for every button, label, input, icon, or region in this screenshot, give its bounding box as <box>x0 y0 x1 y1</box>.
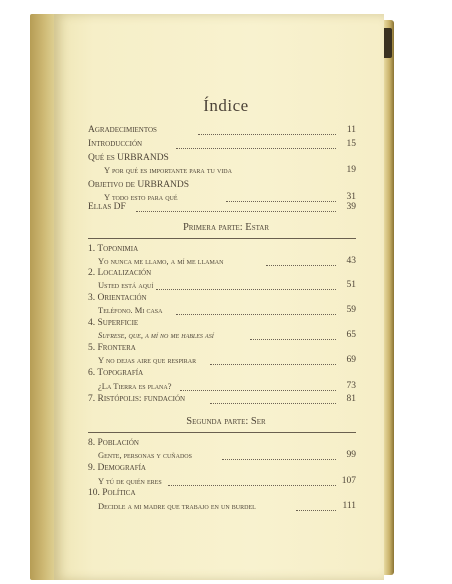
toc-chapter <box>88 268 356 280</box>
toc-entry-page: 107 <box>341 476 356 486</box>
toc-entry-label: Yo nunca me llamo, a mí me llaman <box>98 256 224 266</box>
toc-entry-label: Decidle a mi madre que trabajo en un burdel <box>98 501 256 511</box>
toc-subentry <box>88 330 356 342</box>
toc-entry-page: 43 <box>346 256 356 266</box>
toc-subentry <box>88 305 356 317</box>
toc-entry <box>88 153 356 165</box>
toc-entry-label: Objetivo de URBRANDS <box>88 180 190 190</box>
toc-subentry <box>88 381 356 393</box>
toc-chapter <box>88 463 356 475</box>
toc-entry-label: 5. Frontera <box>88 343 136 353</box>
toc-entry-label: 6. Topografía <box>88 368 144 378</box>
toc-entry-page: 99 <box>346 450 356 460</box>
toc-entry-page: 69 <box>346 355 356 365</box>
toc-entry-label: Y todo esto para qué <box>104 192 178 202</box>
toc-entry-label: Ellas DF <box>88 202 126 212</box>
toc-entry <box>88 180 356 192</box>
toc-entry-label: Usted está aquí <box>98 280 154 290</box>
toc-subentry <box>88 501 356 513</box>
toc-entry-label: Sufrese, que, a mí no me hables así <box>98 330 214 340</box>
toc-entry-page: 81 <box>346 394 356 404</box>
toc-entry-label: 10. Política <box>88 488 136 498</box>
toc-entry-label: 2. Localización <box>88 268 152 278</box>
toc-entry-page: 31 <box>346 192 356 202</box>
section-divider <box>88 432 356 433</box>
section-heading-part-1: Primera parte: Estar <box>182 222 270 233</box>
toc-chapter <box>88 343 356 355</box>
page-edge-shadow <box>384 28 392 58</box>
toc-entry-page: 59 <box>346 305 356 315</box>
page-title: Índice <box>203 96 249 115</box>
toc-entry-label: Qué es URBRANDS <box>88 153 169 163</box>
toc-subentry <box>88 165 356 177</box>
toc-entry-label: Y tú de quién eres <box>98 476 162 486</box>
toc-entry-page: 39 <box>346 202 356 212</box>
toc-entry-page: 51 <box>346 280 356 290</box>
toc-entry-page: 73 <box>346 381 356 391</box>
toc-subentry <box>88 256 356 268</box>
section-heading-part-2: Segunda parte: Ser <box>186 416 266 427</box>
toc-entry-label: 7. Ristópolis: fundación <box>88 394 186 404</box>
toc-entry-page: 19 <box>346 165 356 175</box>
toc-entry-page: 15 <box>346 139 356 149</box>
toc-entry-label: Introducción <box>88 139 143 149</box>
toc-chapter <box>88 394 356 406</box>
toc-entry <box>88 139 356 151</box>
toc-entry <box>88 202 356 214</box>
toc-subentry <box>88 450 356 462</box>
toc-entry-page: 111 <box>342 501 356 511</box>
toc-entry <box>88 125 356 137</box>
toc-subentry <box>88 355 356 367</box>
toc-entry-label: 8. Población <box>88 438 139 448</box>
toc-entry-label: Y no dejas aire que respirar <box>98 355 197 365</box>
toc-chapter <box>88 368 356 380</box>
toc-entry-label: ¿La Tierra es plana? <box>98 381 172 391</box>
toc-entry-label: 9. Demografía <box>88 463 146 473</box>
toc-chapter <box>88 293 356 305</box>
toc-chapter <box>88 244 356 256</box>
toc-entry-label: 3. Orientación <box>88 293 147 303</box>
section-divider <box>88 238 356 239</box>
toc-subentry <box>88 280 356 292</box>
toc-entry-label: Y por qué es importante para tu vida <box>104 165 232 175</box>
toc-chapter <box>88 318 356 330</box>
toc-entry-label: Teléfono. Mi casa <box>98 305 163 315</box>
toc-entry-label: Gente, personas y cuñados <box>98 450 192 460</box>
toc-entry-page: 11 <box>346 125 356 135</box>
toc-subentry <box>88 476 356 488</box>
toc-entry-label: 4. Superficie <box>88 318 139 328</box>
toc-entry-label: Agradecimientos <box>88 125 157 135</box>
toc-chapter <box>88 438 356 450</box>
toc-entry-page: 65 <box>346 330 356 340</box>
toc-chapter <box>88 488 356 500</box>
toc-entry-label: 1. Toponimia <box>88 244 139 254</box>
